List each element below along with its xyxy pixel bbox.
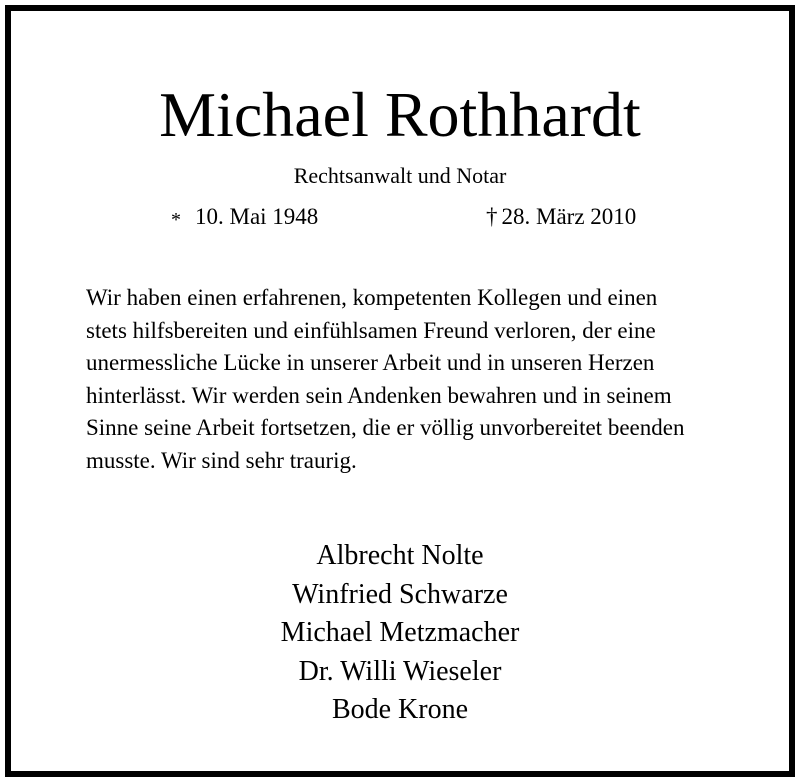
tribute-line: stets hilfsbereiten und einfühlsamen Freund verloren, der eine — [86, 317, 656, 343]
tribute-paragraph — [86, 282, 766, 477]
signatory-name: Winfried Schwarze — [292, 578, 508, 610]
death-cross-icon: † — [486, 204, 498, 229]
signatories-list — [11, 537, 789, 730]
deceased-name: Michael Rothhardt — [159, 79, 641, 150]
tribute-line: unermessliche Lücke in unserer Arbeit und in unseren Herzen — [86, 350, 655, 375]
tribute-line: hinterlässt. Wir werden sein Andenken bewahren und in seinem — [86, 382, 672, 408]
birth-date-line — [171, 203, 318, 232]
signatory-name: Albrecht Nolte — [316, 540, 484, 571]
tribute-line: Sinne seine Arbeit fortsetzen, die er völlig unvorbereitet beenden — [86, 415, 685, 440]
tribute-line: musste. Wir sind sehr traurig. — [86, 447, 357, 473]
birth-star-icon: * — [171, 209, 181, 231]
signatory-name: Michael Metzmacher — [280, 617, 520, 648]
signatory-name: Bode Krone — [331, 694, 469, 725]
death-date: 28. März 2010 — [501, 204, 637, 229]
death-date-line — [486, 203, 636, 231]
profession-title: Rechtsanwalt und Notar — [293, 163, 507, 188]
tribute-line: Wir haben einen erfahrenen, kompetenten Kollegen und einen — [86, 285, 658, 310]
birth-date: 10. Mai 1948 — [195, 204, 319, 229]
obituary-notice — [5, 5, 795, 777]
signatory-name: Dr. Willi Wieseler — [298, 655, 502, 687]
